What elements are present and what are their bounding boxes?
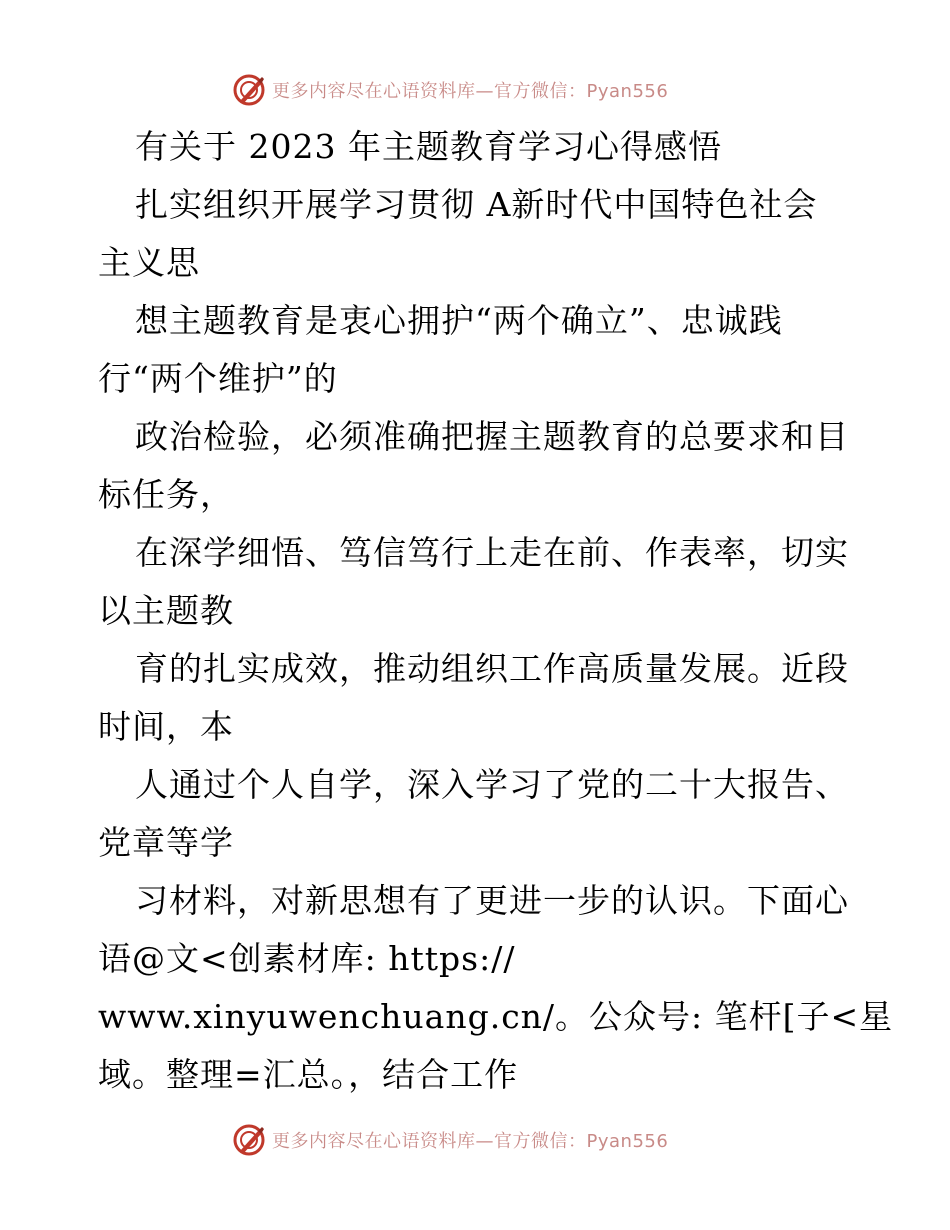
- text-line: 语@文<创素材库: https://: [98, 939, 516, 978]
- header-watermark-banner: [232, 70, 668, 110]
- text-line: 想主题教育是衷心拥护“两个确立”、忠诚践: [135, 301, 783, 340]
- text-line: 人通过个人自学，深入学习了党的二十大报告、: [135, 765, 849, 804]
- text-line: 育的扎实成效，推动组织工作高质量发展。近段: [135, 649, 849, 688]
- header-banner-text: 更多内容尽在心语资料库—官方微信：Pyan556: [272, 81, 669, 102]
- text-line: 行“两个维护”的: [98, 359, 338, 398]
- text-line: 政治检验，必须准确把握主题教育的总要求和目: [135, 417, 849, 456]
- text-line: 习材料，对新思想有了更进一步的认识。下面心: [135, 881, 849, 920]
- pen-logo-icon: [232, 1123, 266, 1157]
- text-line: www.xinyuwenchuang.cn/。公众号: 笔杆[子<星: [98, 997, 894, 1036]
- text-line: 党章等学: [98, 823, 234, 862]
- text-line: 有关于 2023 年主题教育学习心得感悟: [135, 127, 722, 166]
- text-line: 在深学细悟、笃信笃行上走在前、作表率，切实: [135, 533, 849, 572]
- text-line: 扎实组织开展学习贯彻 A新时代中国特色社会: [135, 185, 818, 224]
- text-line: 主义思: [98, 243, 200, 282]
- footer-banner-text: 更多内容尽在心语资料库—官方微信：Pyan556: [272, 1131, 669, 1152]
- text-line: 标任务，: [98, 475, 234, 514]
- footer-watermark-banner: [232, 1120, 668, 1160]
- pen-logo-icon: [232, 73, 266, 107]
- text-line: 时间，本: [98, 707, 234, 746]
- document-body: [98, 118, 894, 1104]
- text-line: 以主题教: [98, 591, 234, 630]
- text-line: 域。整理=汇总。，结合工作: [98, 1055, 519, 1094]
